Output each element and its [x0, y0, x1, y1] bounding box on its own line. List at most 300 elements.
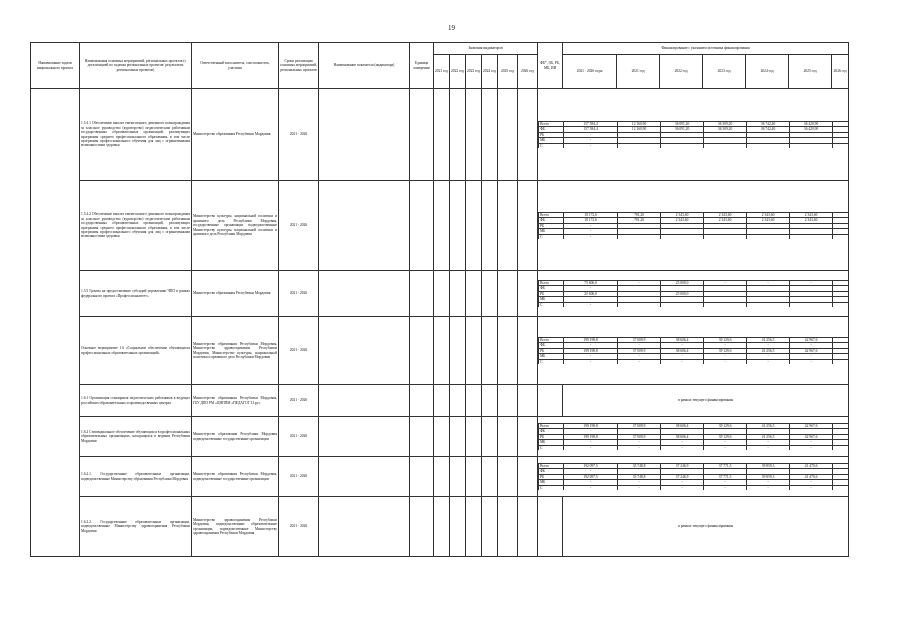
financing-value: 39 129,6 [704, 348, 747, 353]
header-fin-year: 2023 год [703, 55, 746, 89]
financing-source: ФБ [539, 218, 564, 223]
target-value [498, 497, 518, 557]
header-fin-year: 2022 год [660, 55, 703, 89]
executor: Министерство образования Республики Мордовия, Министерство здравоохранения Республики Мордовия, Министерство культуры, национальной политики и архивного дела Республики Мордовия [192, 317, 279, 385]
financing-value: 37 009,9 [618, 434, 661, 439]
term: 2021 - 2026 [279, 181, 319, 271]
target-value [518, 497, 538, 557]
financing-source: МБ [539, 138, 564, 143]
financing-value: - [790, 440, 833, 445]
financing-value: 42 967,6 [790, 434, 833, 439]
financing-value [618, 143, 661, 148]
unit [410, 385, 434, 417]
financing-block [538, 317, 849, 385]
target-value [434, 457, 450, 497]
target-value [434, 417, 450, 457]
financing-value: - [704, 354, 747, 359]
target-value [466, 417, 482, 457]
financing-value: - [747, 480, 790, 485]
financing-value: - [704, 445, 747, 450]
financing-source: С [539, 302, 564, 307]
financing-value: - [661, 440, 704, 445]
financing-value [833, 234, 849, 239]
financing-value: - [564, 359, 618, 364]
financing-value: 199 198,8 [564, 423, 618, 428]
financing-value: - [704, 343, 747, 348]
financing-value: 36 091,20 [661, 121, 704, 126]
source [538, 497, 563, 557]
financing-value: - [747, 359, 790, 364]
financing-source: РБ [539, 291, 564, 296]
target-value [482, 385, 498, 417]
financing-value: 157 584,4 [564, 127, 618, 132]
financing-value: - [618, 354, 661, 359]
financing-row [539, 445, 849, 450]
financing-value: - [790, 354, 833, 359]
financing-source: МБ [539, 229, 564, 234]
financing-value [704, 302, 747, 307]
financing-block [538, 417, 849, 457]
indicator-name [319, 385, 410, 417]
financing-value: - [564, 297, 618, 302]
financing-value: - [618, 343, 661, 348]
financing-value: 42 967,6 [790, 337, 833, 342]
financing-value: 39 129,6 [704, 337, 747, 342]
financing-value: - [564, 445, 618, 450]
financing-source: Всего [539, 337, 564, 342]
financing-value [704, 143, 747, 148]
financing-block [538, 457, 849, 497]
financing-value [833, 485, 849, 490]
target-value [434, 181, 450, 271]
financing-value [833, 143, 849, 148]
financing-row [539, 302, 849, 307]
financing-source: ФБ [539, 127, 564, 132]
financing-value: 36 420,90 [790, 127, 833, 132]
financing-value: - [790, 343, 833, 348]
target-value [498, 181, 518, 271]
financing-source: ФБ [539, 343, 564, 348]
target-value [518, 271, 538, 317]
financing-value: 41 256,5 [747, 337, 790, 342]
financing-value: 25 606,0 [564, 291, 618, 296]
financing-value: 199 198,8 [564, 337, 618, 342]
table-row [31, 385, 849, 417]
table-row [31, 457, 849, 497]
indicator-name [319, 89, 410, 181]
financing-source: С [539, 234, 564, 239]
financing-source: ФБ [539, 286, 564, 291]
executor: Министерство образования Республики Мордовия [192, 271, 279, 317]
page-number: 19 [448, 24, 455, 32]
financing-value: - [790, 359, 833, 364]
unit [410, 271, 434, 317]
target-value [482, 181, 498, 271]
source [538, 385, 563, 417]
target-value [518, 89, 538, 181]
indicator-name [319, 271, 410, 317]
term: 2021 - 2026 [279, 89, 319, 181]
financing-value: - [564, 485, 618, 490]
financing-source: Всего [539, 423, 564, 428]
financing-value: - [790, 445, 833, 450]
term: 2021 - 2026 [279, 457, 319, 497]
financing-source: РБ [539, 132, 564, 137]
financing-value: 39 129,6 [704, 434, 747, 439]
financing-source: РБ [539, 474, 564, 479]
header-target-year: 2021 год [434, 55, 450, 89]
measure-name: 1.6.1 Организация стажировок педагогических работников в ведущих российских образовательных и производственных центрах [80, 385, 192, 417]
financing-value [661, 234, 704, 239]
target-value [466, 457, 482, 497]
financing-value: 37 009,9 [618, 348, 661, 353]
financing-value: - [564, 229, 618, 234]
financing-value: 36 309,20 [704, 127, 747, 132]
header-financing: Финансирование с указанием источника финансирования [563, 43, 849, 55]
financing-source: РБ [539, 348, 564, 353]
target-value [450, 457, 466, 497]
target-value [498, 271, 518, 317]
task-cell [31, 89, 80, 557]
target-value [498, 385, 518, 417]
header-fin-year: 2021 год [617, 55, 660, 89]
target-value [450, 417, 466, 457]
target-value [434, 89, 450, 181]
financing-value: - [564, 343, 618, 348]
financing-value: - [704, 359, 747, 364]
financing-value: 36 309,20 [704, 121, 747, 126]
financing-value: 192 097,5 [564, 474, 618, 479]
measure-name: 1.6.2.2. Государственные образовательные организации, подведомственные Министерству здравоохранения Республики Мордовия [80, 497, 192, 557]
unit [410, 497, 434, 557]
financing-value: 2 343,60 [661, 218, 704, 223]
target-value [466, 385, 482, 417]
target-value [466, 181, 482, 271]
financing-value: - [618, 359, 661, 364]
financing-source: РБ [539, 223, 564, 228]
financing-block [538, 181, 849, 271]
financing-value: - [564, 440, 618, 445]
financing-value: 35 748,8 [618, 463, 661, 468]
measure-name: 1.6.2 Стипендиальное обеспечение обучающихся в профессиональных образовательных организациях, находящихся в ведении Республики Мордовия [80, 417, 192, 457]
financing-value [661, 302, 704, 307]
measure-name: 1.5.4.2 Обеспечение выплат ежемесячного денежного вознаграждения за классное руководство (кураторство) педагогическим работникам государственных образовательных организаций, реализующих программы среднего профессионального образования, в том числе программы профессионального обучения для лиц с ограниченными возможностями здоровья [80, 181, 192, 271]
indicator-name [319, 417, 410, 457]
table-row [31, 497, 849, 557]
measure-name: 1.5.5 Гранты на предоставление субсидий управлению ЧПО в рамках федерального проекта «Профессионалитет» [80, 271, 192, 317]
financing-value: 37 246,9 [661, 474, 704, 479]
financing-note: в рамках текущего финансирования [563, 385, 849, 417]
financing-value [833, 359, 849, 364]
financing-value [747, 234, 790, 239]
financing-value: - [564, 286, 618, 291]
financing-value: 38 606,4 [661, 337, 704, 342]
header-target-year: 2024 год [482, 55, 498, 89]
financing-value: - [704, 485, 747, 490]
financing-value [704, 234, 747, 239]
financing-value: 42 967,6 [790, 348, 833, 353]
financing-value: - [747, 280, 790, 285]
financing-value: 2 343,60 [790, 212, 833, 217]
financing-value: - [564, 138, 618, 143]
measure-name: Основное мероприятие 1.6 «Социальное обеспечение обучающихся профессиональных образовательных организаций» [80, 317, 192, 385]
financing-value [618, 234, 661, 239]
financing-value: 2 343,60 [704, 218, 747, 223]
financing-value: - [564, 223, 618, 228]
indicator-name [319, 497, 410, 557]
financing-value: - [790, 280, 833, 285]
financing-value: - [661, 343, 704, 348]
unit [410, 317, 434, 385]
financing-value: 10 172,6 [564, 218, 618, 223]
financing-value: 36 742,40 [747, 121, 790, 126]
executor: Министерство образования Республики Мордовия, ГБУ ДПО РМ «ЦНППМ «ПЕДАГОГ 13.ру» [192, 385, 279, 417]
financing-value: 39 859,3 [747, 463, 790, 468]
financing-source: РБ [539, 434, 564, 439]
target-value [518, 385, 538, 417]
financing-value: 37 009,9 [618, 423, 661, 428]
financing-value [833, 302, 849, 307]
target-value [434, 497, 450, 557]
financing-value: - [704, 440, 747, 445]
target-value [498, 89, 518, 181]
financing-value [747, 143, 790, 148]
financing-value: - [618, 485, 661, 490]
financing-value: - [564, 302, 618, 307]
financing-value: 2 343,60 [661, 212, 704, 217]
financing-value [661, 143, 704, 148]
header-measures: Наименования основных мероприятий, региональных проектов (с детализацией по задачам региональных проектов/ результатам региональных проектов) [80, 43, 192, 89]
header-executor: Ответственный исполнитель, соисполнитель, участник [192, 43, 279, 89]
indicator-name [319, 181, 410, 271]
financing-value: - [661, 354, 704, 359]
financing-value [833, 445, 849, 450]
financing-source: МБ [539, 480, 564, 485]
target-value [482, 317, 498, 385]
financing-value: 41 470,6 [790, 463, 833, 468]
financing-value: 37 246,9 [661, 463, 704, 468]
executor: Министерство образования Республики Мордовия подведомственные государственные организации [192, 417, 279, 457]
header-fin-year: 2021 - 2026 годы [563, 55, 617, 89]
term: 2021 - 2026 [279, 385, 319, 417]
financing-block [538, 271, 849, 317]
financing-source: ФБ [539, 469, 564, 474]
financing-value: - [747, 354, 790, 359]
financing-value: 41 470,6 [790, 474, 833, 479]
unit [410, 181, 434, 271]
financing-value: - [790, 480, 833, 485]
target-value [482, 271, 498, 317]
executor: Министерство культуры, национальной политики и архивного дела Республики Мордовия, государственные организации подведомственные Министерству культуры, национальной политики и архивного дела Республики Мордовия [192, 181, 279, 271]
financing-source: С [539, 143, 564, 148]
header-target-values: Значения индикаторов [434, 43, 538, 55]
header-fin-year: 2024 год [746, 55, 789, 89]
financing-value: - [564, 132, 618, 137]
target-value [498, 417, 518, 457]
unit [410, 89, 434, 181]
financing-value: 781,20 [618, 212, 661, 217]
target-value [434, 385, 450, 417]
financing-value: 38 606,4 [661, 434, 704, 439]
target-value [498, 457, 518, 497]
financing-value: 2 343,60 [747, 218, 790, 223]
financing-row [539, 485, 849, 490]
financing-value: 41 256,5 [747, 423, 790, 428]
target-value [466, 317, 482, 385]
financing-source: МБ [539, 297, 564, 302]
financing-value: - [564, 480, 618, 485]
financing-source: Всего [539, 280, 564, 285]
header-fin-year: 2026 год [832, 55, 849, 89]
financing-value [747, 302, 790, 307]
target-value [518, 181, 538, 271]
target-value [518, 317, 538, 385]
financing-value: - [618, 440, 661, 445]
term: 2021 - 2026 [279, 497, 319, 557]
financing-value: 25 000,0 [661, 291, 704, 296]
executor: Министерство образования Республики Мордовия [192, 89, 279, 181]
unit [410, 457, 434, 497]
financing-value: 12 160,90 [618, 127, 661, 132]
financing-value: - [704, 280, 747, 285]
table-row [31, 89, 849, 181]
financing-value: - [747, 440, 790, 445]
financing-block [538, 89, 849, 181]
financing-source: С [539, 359, 564, 364]
financing-value: 157 584,4 [564, 121, 618, 126]
indicator-name [319, 317, 410, 385]
target-value [466, 89, 482, 181]
program-table [30, 42, 849, 557]
header-task: Наименование задачи национального проекта [31, 43, 80, 89]
financing-value: 2 343,60 [747, 212, 790, 217]
term: 2021 - 2026 [279, 317, 319, 385]
executor: Министерство здравоохранения Республики Мордовия, подведомственные образовательные организации, подведомственные Министерству здравоохранения Республики Мордовия [192, 497, 279, 557]
table-row [31, 271, 849, 317]
financing-value: 2 343,60 [704, 212, 747, 217]
financing-value: 36 091,20 [661, 127, 704, 132]
target-value [450, 385, 466, 417]
header-source: ФБ*, ОБ, РБ, МБ, ИИ [538, 43, 563, 89]
measure-name: 1.5.4.1 Обеспечение выплат ежемесячного денежного вознаграждения за классное руководство (кураторство) педагогическим работникам государственных образовательных организаций, реализующих программы среднего профессионального образования, в том числе программы профессионального обучения для лиц с ограниченными возможностями здоровья [80, 89, 192, 181]
financing-value: 12 160,90 [618, 121, 661, 126]
financing-value: 39 859,3 [747, 474, 790, 479]
financing-value: 37 771,5 [704, 463, 747, 468]
financing-value: - [661, 485, 704, 490]
header-target-year: 2025 год [498, 55, 518, 89]
target-value [482, 457, 498, 497]
measure-name: 1.6.2.1. Государственные образовательные организации, подведомственные Министерству образования Республики Мордовия [80, 457, 192, 497]
financing-source: С [539, 485, 564, 490]
executor: Министерство образования Республики Мордовия, подведомственные государственные организации [192, 457, 279, 497]
target-value [434, 317, 450, 385]
financing-value: - [661, 480, 704, 485]
financing-value: 10 172,6 [564, 212, 618, 217]
financing-row [539, 234, 849, 239]
term: 2021 - 2026 [279, 271, 319, 317]
financing-value [790, 143, 833, 148]
financing-value: - [747, 343, 790, 348]
financing-value: 25 000,0 [661, 280, 704, 285]
financing-value: 37 009,9 [618, 337, 661, 342]
financing-note: в рамках текущего финансирования [563, 497, 849, 557]
indicator-name [319, 457, 410, 497]
financing-value: 75 606,0 [564, 280, 618, 285]
financing-source: МБ [539, 354, 564, 359]
header-target-year: 2023 год [466, 55, 482, 89]
table-row [31, 317, 849, 385]
financing-value: 192 097,5 [564, 463, 618, 468]
target-value [518, 417, 538, 457]
target-value [482, 417, 498, 457]
financing-value: - [747, 445, 790, 450]
financing-value: 36 742,40 [747, 127, 790, 132]
financing-value: 2 343,60 [790, 218, 833, 223]
target-value [450, 89, 466, 181]
financing-value: - [618, 480, 661, 485]
financing-source: Всего [539, 463, 564, 468]
header-term: Сроки реализации основных мероприятий, региональных проектов [279, 43, 319, 89]
financing-value: 38 606,4 [661, 423, 704, 428]
target-value [434, 271, 450, 317]
financing-value: - [661, 359, 704, 364]
term: 2021 - 2026 [279, 417, 319, 457]
financing-value: 39 129,6 [704, 423, 747, 428]
financing-value: - [618, 445, 661, 450]
target-value [482, 497, 498, 557]
financing-source: С [539, 445, 564, 450]
table-row [31, 417, 849, 457]
financing-source: ФБ [539, 429, 564, 434]
financing-value: 37 771,5 [704, 474, 747, 479]
financing-source: Всего [539, 212, 564, 217]
financing-value: 36 420,90 [790, 121, 833, 126]
header-indicator: Наименование показателя (индикатора) [319, 43, 410, 89]
financing-value: 41 256,5 [747, 348, 790, 353]
header-target-year: 2026 год [518, 55, 538, 89]
target-value [466, 497, 482, 557]
financing-source: Всего [539, 121, 564, 126]
header-fin-year: 2025 год [789, 55, 832, 89]
target-value [518, 457, 538, 497]
target-value [450, 181, 466, 271]
target-value [482, 89, 498, 181]
financing-value: - [564, 354, 618, 359]
target-value [450, 271, 466, 317]
financing-value: - [790, 485, 833, 490]
financing-value: 199 198,8 [564, 434, 618, 439]
header-unit: Единица измерения [410, 43, 434, 89]
unit [410, 417, 434, 457]
financing-value: 41 256,5 [747, 434, 790, 439]
financing-value: - [704, 480, 747, 485]
header-target-year: 2022 год [450, 55, 466, 89]
financing-value: 35 748,8 [618, 474, 661, 479]
target-value [450, 497, 466, 557]
financing-value: - [564, 429, 618, 434]
financing-value [790, 302, 833, 307]
financing-row [539, 359, 849, 364]
financing-value: - [661, 445, 704, 450]
financing-source: МБ [539, 440, 564, 445]
target-value [466, 271, 482, 317]
financing-value: - [564, 234, 618, 239]
table-row [31, 181, 849, 271]
financing-value: - [564, 143, 618, 148]
financing-value: 781,20 [618, 218, 661, 223]
financing-value: 42 967,6 [790, 423, 833, 428]
target-value [498, 317, 518, 385]
